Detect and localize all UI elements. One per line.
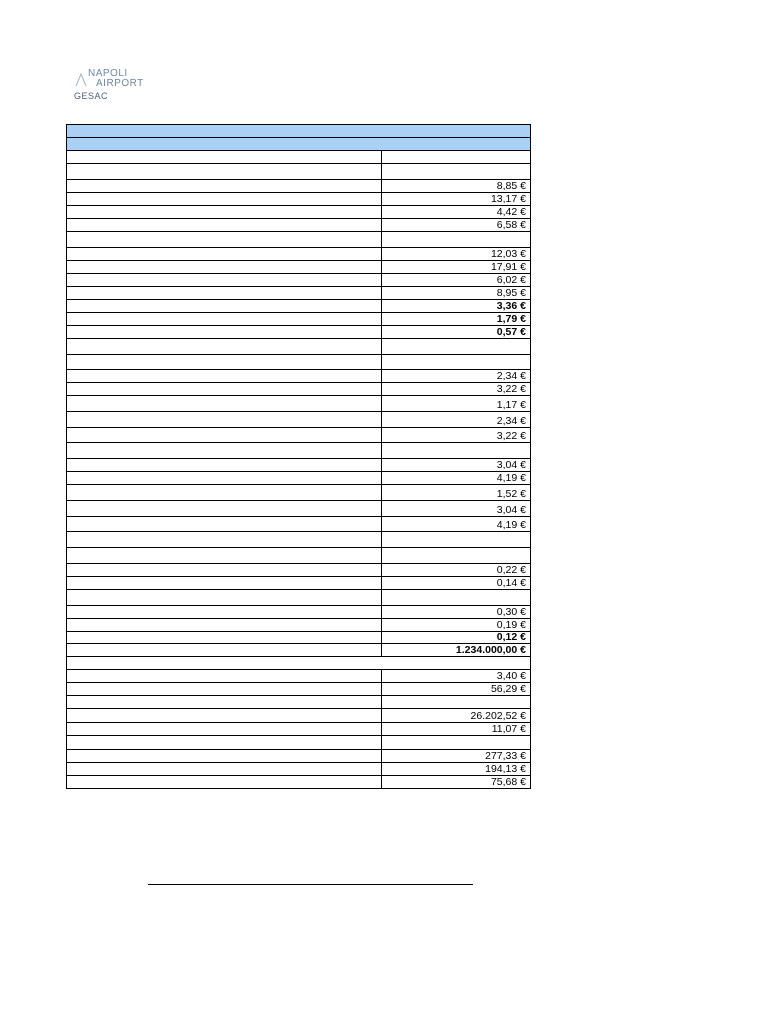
- table-row: [67, 531, 530, 547]
- table-row: [67, 775, 530, 788]
- table-row: [67, 338, 530, 354]
- row-value-cell: 0,12 €: [381, 632, 530, 643]
- logo-text-gesac: GESAC: [74, 91, 109, 101]
- row-label-cell: [67, 443, 381, 458]
- row-value-cell: 12,03 €: [381, 248, 530, 260]
- row-value-cell: [381, 164, 530, 179]
- row-value-cell: 2,34 €: [381, 412, 530, 427]
- row-value-cell: 1,79 €: [381, 313, 530, 325]
- table-row: [67, 682, 530, 695]
- table-row: [67, 442, 530, 458]
- table-header-band: [67, 124, 530, 137]
- row-label-cell: [67, 485, 381, 500]
- row-value-cell: 3,40 €: [381, 670, 530, 682]
- row-value-cell: 277,33 €: [381, 750, 530, 762]
- row-value-cell: 0,30 €: [381, 606, 530, 618]
- row-label-cell: [67, 287, 381, 299]
- row-label-cell: [67, 355, 381, 369]
- row-value-cell: [381, 532, 530, 547]
- row-value-cell: 3,22 €: [381, 383, 530, 395]
- row-label-cell: [67, 763, 381, 775]
- table-row: [67, 382, 530, 395]
- row-value-cell: 3,04 €: [381, 501, 530, 516]
- table-row: [67, 312, 530, 325]
- row-label-cell: [67, 709, 381, 722]
- table-row: [67, 369, 530, 382]
- logo-text-napoli: NAPOLI: [88, 68, 128, 79]
- row-value-cell: 8,95 €: [381, 287, 530, 299]
- row-label-cell: [67, 370, 381, 382]
- table-row: [67, 458, 530, 471]
- logo-text-airport: AIRPORT: [96, 78, 144, 89]
- row-label-cell: [67, 657, 381, 669]
- row-label-cell: [67, 590, 381, 605]
- row-label-cell: [67, 644, 381, 656]
- row-label-cell: [67, 776, 381, 788]
- table-row: [67, 516, 530, 531]
- row-value-cell: 2,34 €: [381, 370, 530, 382]
- row-label-cell: [67, 193, 381, 205]
- row-label-cell: [67, 339, 381, 354]
- row-value-cell: [381, 232, 530, 247]
- row-value-cell: 4,42 €: [381, 206, 530, 218]
- row-value-cell: 75,68 €: [381, 776, 530, 788]
- row-label-cell: [67, 577, 381, 589]
- table-row: [67, 163, 530, 179]
- row-label-cell: [67, 619, 381, 631]
- row-value-cell: 6,58 €: [381, 219, 530, 231]
- row-label-cell: [67, 683, 381, 695]
- table-row: [67, 735, 530, 749]
- table-row: [67, 605, 530, 618]
- row-label-cell: [67, 606, 381, 618]
- row-label-cell: [67, 517, 381, 531]
- table-row: [67, 563, 530, 576]
- row-label-cell: [67, 501, 381, 516]
- table-row: [67, 589, 530, 605]
- logo-mark-icon: [74, 72, 88, 88]
- table-row: [67, 749, 530, 762]
- table-row: [67, 218, 530, 231]
- table-row: [67, 547, 530, 563]
- row-value-cell: 17,91 €: [381, 261, 530, 273]
- row-value-cell: 194,13 €: [381, 763, 530, 775]
- table-row: [67, 762, 530, 775]
- row-value-cell: 8,85 €: [381, 180, 530, 192]
- row-value-cell: 13,17 €: [381, 193, 530, 205]
- table-header-band-2: [67, 137, 530, 150]
- table-row: [67, 708, 530, 722]
- row-label-cell: [67, 151, 381, 163]
- row-value-cell: 1,52 €: [381, 485, 530, 500]
- row-value-cell: 3,22 €: [381, 428, 530, 442]
- table-row: [67, 325, 530, 338]
- table-row: [67, 427, 530, 442]
- table-row: [67, 643, 530, 656]
- row-label-cell: [67, 300, 381, 312]
- table-row: [67, 631, 530, 643]
- row-label-cell: [67, 548, 381, 563]
- napoli-airport-logo: [66, 68, 144, 110]
- row-value-cell: [381, 657, 530, 669]
- table-row: [67, 500, 530, 516]
- table-row: [67, 205, 530, 218]
- signature-line: [148, 884, 473, 885]
- row-label-cell: [67, 219, 381, 231]
- row-label-cell: [67, 412, 381, 427]
- row-label-cell: [67, 313, 381, 325]
- row-label-cell: [67, 632, 381, 643]
- row-label-cell: [67, 472, 381, 484]
- row-value-cell: [381, 696, 530, 708]
- row-label-cell: [67, 723, 381, 735]
- table-row: [67, 471, 530, 484]
- table-row: [67, 576, 530, 589]
- row-label-cell: [67, 532, 381, 547]
- table-row: [67, 722, 530, 735]
- row-value-cell: 1.234.000,00 €: [381, 644, 530, 656]
- table-row: [67, 484, 530, 500]
- row-value-cell: 11,07 €: [381, 723, 530, 735]
- table-row: [67, 286, 530, 299]
- row-value-cell: 0,14 €: [381, 577, 530, 589]
- row-value-cell: [381, 736, 530, 749]
- row-label-cell: [67, 206, 381, 218]
- table-row: [67, 695, 530, 708]
- row-value-cell: [381, 548, 530, 563]
- row-value-cell: 3,36 €: [381, 300, 530, 312]
- row-label-cell: [67, 670, 381, 682]
- row-label-cell: [67, 180, 381, 192]
- row-label-cell: [67, 383, 381, 395]
- row-label-cell: [67, 750, 381, 762]
- table-row: [67, 411, 530, 427]
- row-label-cell: [67, 696, 381, 708]
- row-label-cell: [67, 736, 381, 749]
- row-label-cell: [67, 248, 381, 260]
- table-row: [67, 656, 530, 669]
- row-value-cell: [381, 590, 530, 605]
- row-value-cell: [381, 443, 530, 458]
- table-row: [67, 260, 530, 273]
- row-value-cell: 6,02 €: [381, 274, 530, 286]
- row-label-cell: [67, 428, 381, 442]
- table-row: [67, 231, 530, 247]
- row-value-cell: 4,19 €: [381, 472, 530, 484]
- row-label-cell: [67, 232, 381, 247]
- row-label-cell: [67, 274, 381, 286]
- table-row: [67, 299, 530, 312]
- row-value-cell: 0,57 €: [381, 326, 530, 338]
- table-row: [67, 354, 530, 369]
- row-label-cell: [67, 164, 381, 179]
- row-value-cell: 4,19 €: [381, 517, 530, 531]
- row-value-cell: 3,04 €: [381, 459, 530, 471]
- row-value-cell: [381, 355, 530, 369]
- table-row: [67, 669, 530, 682]
- table-row: [67, 395, 530, 411]
- row-value-cell: [381, 151, 530, 163]
- row-value-cell: [381, 339, 530, 354]
- row-value-cell: 26.202,52 €: [381, 709, 530, 722]
- row-label-cell: [67, 261, 381, 273]
- row-value-cell: 0,19 €: [381, 619, 530, 631]
- row-value-cell: 56,29 €: [381, 683, 530, 695]
- table-row: [67, 150, 530, 163]
- row-label-cell: [67, 396, 381, 411]
- table-row: [67, 273, 530, 286]
- row-label-cell: [67, 459, 381, 471]
- table-row: [67, 247, 530, 260]
- table-row: [67, 618, 530, 631]
- row-label-cell: [67, 564, 381, 576]
- tariff-table: [66, 124, 531, 789]
- row-value-cell: 1,17 €: [381, 396, 530, 411]
- table-row: [67, 192, 530, 205]
- table-row: [67, 179, 530, 192]
- row-label-cell: [67, 326, 381, 338]
- row-value-cell: 0,22 €: [381, 564, 530, 576]
